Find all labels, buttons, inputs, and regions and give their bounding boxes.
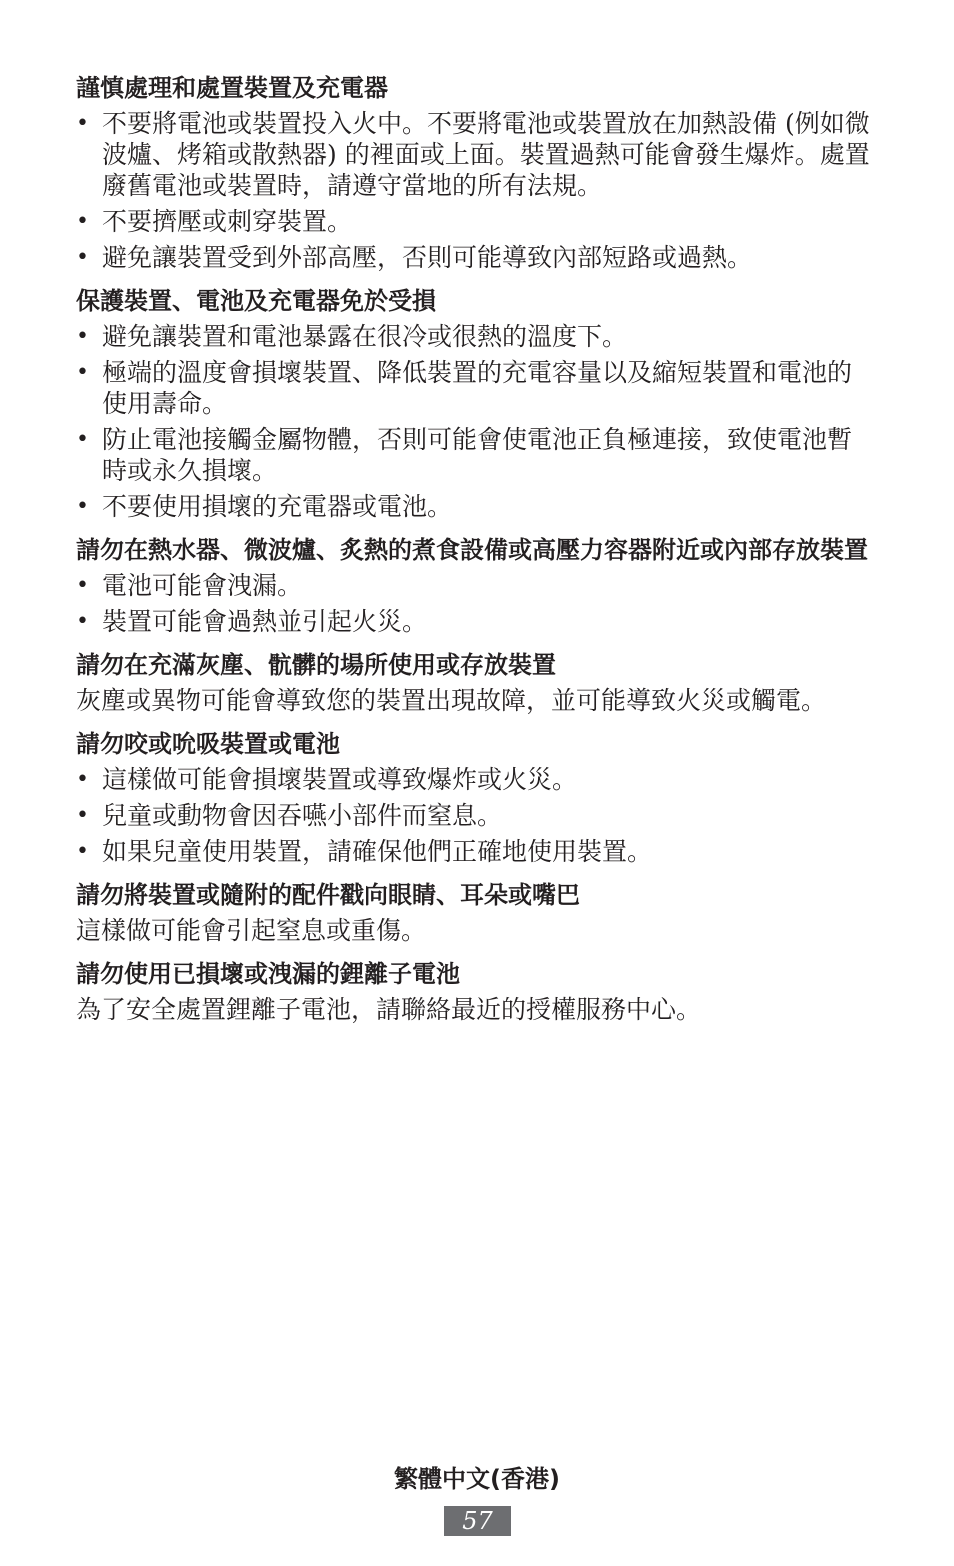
bullet-icon: • [76, 427, 89, 452]
list-item: • 不要使用損壞的充電器或電池。 [76, 492, 453, 521]
bullet-list [76, 321, 876, 522]
bullet-icon: • [76, 494, 89, 519]
bullet-list [76, 108, 876, 273]
bullet-icon: • [76, 111, 89, 136]
list-item: • 裝置可能會過熱並引起火災。 [76, 607, 428, 636]
bullet-icon: • [76, 209, 89, 234]
bullet-icon: • [76, 573, 89, 598]
page-number: 57 [444, 1506, 511, 1536]
list-item: • 不要擠壓或刺穿裝置。 [76, 207, 353, 236]
bullet-list [76, 570, 876, 637]
section-heading: 保護裝置、電池及充電器免於受損 [76, 287, 436, 315]
list-item: • 避免讓裝置和電池暴露在很冷或很熱的溫度下。 [76, 322, 628, 351]
list-item: • 這樣做可能會損壞裝置或導致爆炸或火災。 [76, 765, 578, 794]
bullet-icon: • [76, 767, 89, 792]
footer-language: 繁體中文(香港) [394, 1465, 560, 1493]
bullet-icon: • [76, 324, 89, 349]
section-heading: 請勿將裝置或隨附的配件戳向眼睛、耳朵或嘴巴 [76, 881, 580, 909]
section-protect-damage [76, 285, 876, 522]
section-paragraph: 灰塵或異物可能會導致您的裝置出現故障，並可能導致火災或觸電。 [76, 686, 827, 715]
list-item: • 避免讓裝置受到外部高壓，否則可能導致內部短路或過熱。 [76, 243, 753, 272]
section-paragraph: 這樣做可能會引起窒息或重傷。 [76, 916, 427, 945]
bullet-icon: • [76, 839, 89, 864]
section-eyes-ears-mouth [76, 879, 876, 946]
bullet-list [76, 764, 876, 867]
section-heat-sources [76, 534, 876, 637]
document-body [76, 72, 876, 1037]
list-item: • 極端的溫度會損壞裝置、降低裝置的充電容量以及縮短裝置和電池的使用壽命。 [76, 358, 853, 418]
bullet-icon: • [76, 803, 89, 828]
list-item: • 如果兒童使用裝置，請確保他們正確地使用裝置。 [76, 837, 653, 866]
section-paragraph: 為了安全處置鋰離子電池，請聯絡最近的授權服務中心。 [76, 995, 702, 1024]
section-dusty-places [76, 649, 876, 716]
bullet-icon: • [76, 360, 89, 385]
list-item: • 電池可能會洩漏。 [76, 571, 303, 600]
section-heading: 請勿在充滿灰塵、骯髒的場所使用或存放裝置 [76, 651, 556, 679]
section-heading: 請勿使用已損壞或洩漏的鋰離子電池 [76, 960, 460, 988]
list-item: • 兒童或動物會因吞嚥小部件而窒息。 [76, 801, 503, 830]
list-item: • 防止電池接觸金屬物體，否則可能會使電池正負極連接，致使電池暫時或永久損壞。 [76, 425, 853, 485]
bullet-icon: • [76, 609, 89, 634]
section-heading: 請勿咬或吮吸裝置或電池 [76, 730, 340, 758]
bullet-icon: • [76, 245, 89, 270]
section-bite-suck [76, 728, 876, 867]
section-heading: 請勿在熱水器、微波爐、炙熱的煮食設備或高壓力容器附近或內部存放裝置 [76, 536, 868, 564]
section-handle-dispose [76, 72, 876, 273]
list-item: • 不要將電池或裝置投入火中。不要將電池或裝置放在加熱設備 (例如微波爐、烤箱或散熱器) 的裡面或上面。裝置過熱可能會發生爆炸。處置廢舊電池或裝置時，請遵守當地的所有法規。 [76, 109, 870, 200]
section-heading: 謹慎處理和處置裝置及充電器 [76, 74, 388, 102]
section-damaged-battery [76, 958, 876, 1025]
